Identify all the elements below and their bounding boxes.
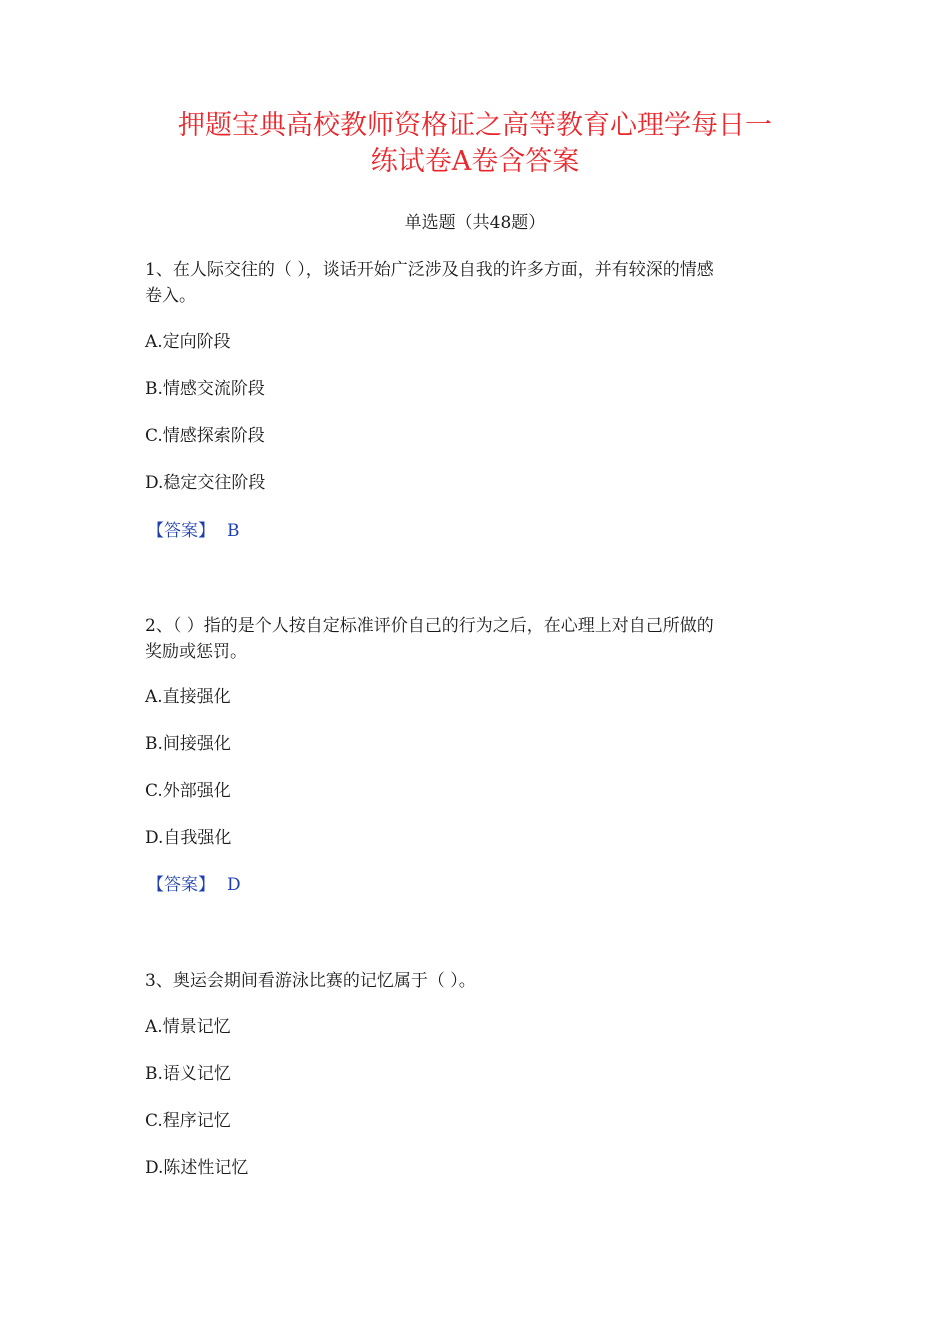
question-3-option-c: C.程序记忆 <box>145 1111 231 1131</box>
question-1-option-c: C.情感探索阶段 <box>145 426 265 446</box>
question-1-answer <box>147 520 240 542</box>
question-3-stem-line-1: 3、奥运会期间看游泳比赛的记忆属于（ ）。 <box>145 971 476 991</box>
question-2-option-a: A.直接强化 <box>145 687 231 707</box>
question-3-option-d: D.陈述性记忆 <box>145 1158 249 1178</box>
question-2-option-c: C.外部强化 <box>145 781 231 801</box>
question-2-option-d: D.自我强化 <box>145 828 232 848</box>
question-1-stem-line-2: 卷入。 <box>145 286 196 306</box>
answer-label: 【答案】 <box>147 521 215 541</box>
question-2-stem-line-2: 奖励或惩罚。 <box>145 642 247 662</box>
answer-value: B <box>227 521 240 541</box>
question-3-stem <box>145 968 815 994</box>
question-2-stem-line-1: 2、（ ）指的是个人按自定标准评价自己的行为之后，在心理上对自己所做的 <box>145 616 714 636</box>
answer-value: D <box>227 875 241 895</box>
answer-label: 【答案】 <box>147 875 215 895</box>
question-3-option-b: B.语义记忆 <box>145 1064 231 1084</box>
question-2-answer <box>147 874 241 896</box>
question-1-option-a: A.定向阶段 <box>145 332 231 352</box>
question-3-option-a: A.情景记忆 <box>145 1017 231 1037</box>
question-2-option-b: B.间接强化 <box>145 734 231 754</box>
section-heading: 单选题（共48题） <box>404 213 546 233</box>
question-2-stem <box>145 613 815 665</box>
question-1-option-b: B.情感交流阶段 <box>145 379 265 399</box>
question-1-stem-line-1: 1、在人际交往的（ ），谈话开始广泛涉及自我的许多方面，并有较深的情感 <box>145 260 714 280</box>
document-title-line-2: 练试卷A卷含答案 <box>370 146 580 177</box>
document-title-line-1: 押题宝典高校教师资格证之高等教育心理学每日一 <box>178 110 772 141</box>
question-1-option-d: D.稳定交往阶段 <box>145 473 266 493</box>
question-1-stem <box>145 257 815 309</box>
